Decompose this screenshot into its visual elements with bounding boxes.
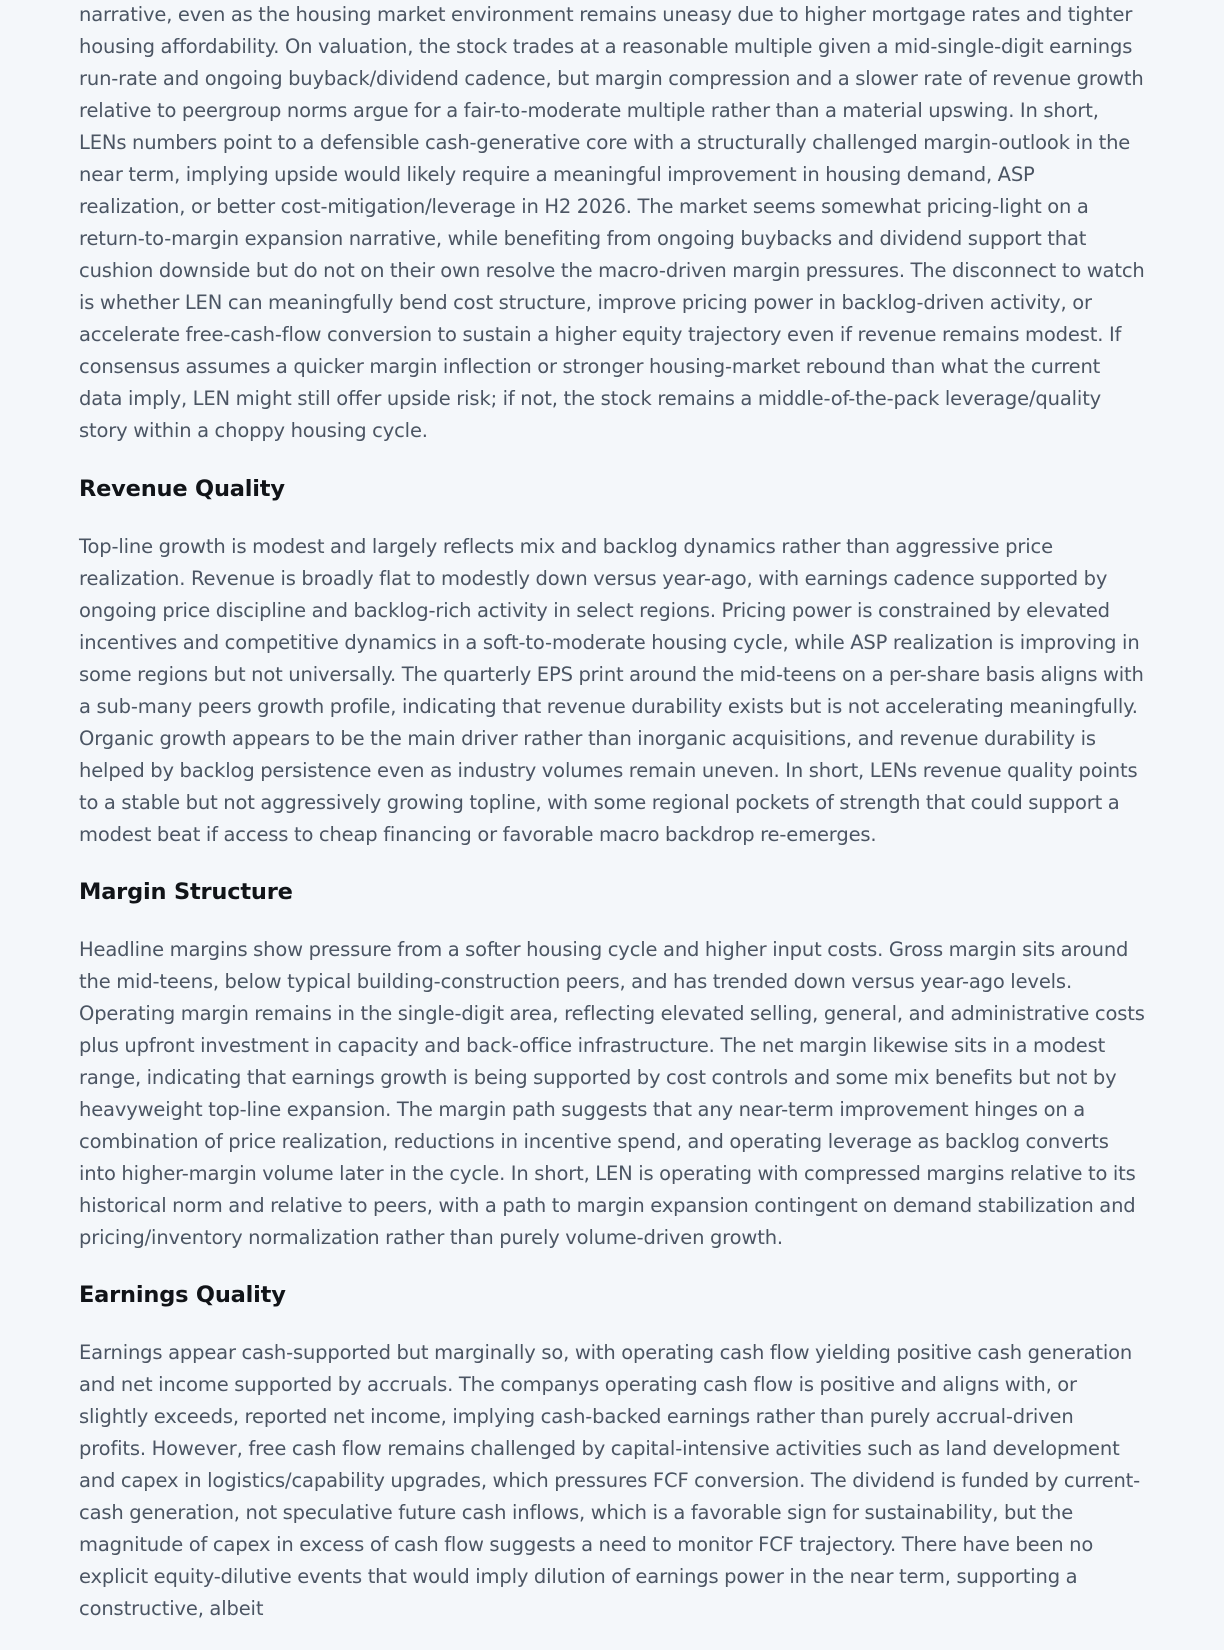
section-body: Top-line growth is modest and largely reflects mix and backlog dynamics rather than aggressive price realization. Revenue is broadly flat to modestly down versus year-ago, with earnings cadence supported by ongoing price discipline and backlog-rich activity in select regions. Pricing power is constrained by elevated incentives and competitive dynamics in a soft-to-moderate housing cycle, while ASP realization is improving in some regions but not universally. The quarterly EPS print around the mid-teens on a per-share basis aligns with a sub-many peers growth profile, indicating that revenue durability exists but is not accelerating meaningfully. Organic growth appears to be the main driver rather than inorganic acquisitions, and revenue durability is helped by backlog persistence even as industry volumes remain uneven. In short, LENs revenue quality points to a stable but not aggressively growing topline, with some regional pockets of strength that could support a modest beat if access to cheap financing or favorable macro backdrop re-emerges.: [79, 535, 1144, 846]
section-heading: Earnings Quality: [79, 1282, 286, 1308]
section-body: Headline margins show pressure from a softer housing cycle and higher input costs. Gross margin sits around the mid-teens, below typical building-construction peers, and has trended down versus year-ago levels. Operating margin remains in the single-digit area, reflecting elevated selling, general, and administrative costs plus upfront investment in capacity and back-office infrastructure. The net margin likewise sits in a modest range, indicating that earnings growth is being supported by cost controls and some mix benefits but not by heavyweight top-line expansion. The margin path suggests that any near-term improvement hinges on a combination of price realization, reductions in incentive spend, and operating leverage as backlog converts into higher-margin volume later in the cycle. In short, LEN is operating with compressed margins relative to its historical norm and relative to peers, with a path to margin expansion contingent on demand stabilization and pricing/inventory normalization rather than purely volume-driven growth.: [79, 938, 1145, 1249]
section-body: Earnings appear cash-supported but marginally so, with operating cash flow yielding positive cash generation and net income supported by accruals. The companys operating cash flow is positive and aligns with, or slightly exceeds, reported net income, implying cash-backed earnings rather than purely accrual-driven profits. However, free cash flow remains challenged by capital-intensive activities such as land development and capex in logistics/capability upgrades, which pressures FCF conversion. The dividend is funded by current-cash generation, not speculative future cash inflows, which is a favorable sign for sustainability, but the magnitude of capex in excess of cash flow suggests a need to monitor FCF trajectory. There have been no explicit equity-dilutive events that would imply dilution of earnings power in the near term, supporting a constructive, albeit: [79, 1341, 1141, 1620]
section-heading: Margin Structure: [79, 879, 293, 905]
section-margin-structure: [79, 876, 1145, 1254]
report-content: [79, 0, 1145, 1650]
section-revenue-quality: [79, 473, 1145, 851]
section-heading: Revenue Quality: [79, 476, 285, 502]
intro-paragraph: narrative, even as the housing market environment remains uneasy due to higher mortgage rates and tighter housing affordability. On valuation, the stock trades at a reasonable multiple given a mid-single-digit earnings run-rate and ongoing buyback/dividend cadence, but margin compression and a slower rate of revenue growth relative to peergroup norms argue for a fair-to-moderate multiple rather than a material upswing. In short, LENs numbers point to a defensible cash-generative core with a structurally challenged margin-outlook in the near term, implying upside would likely require a meaningful improvement in housing demand, ASP realization, or better cost-mitigation/leverage in H2 2026. The market seems somewhat pricing-light on a return-to-margin expansion narrative, while benefiting from ongoing buybacks and dividend support that cushion downside but do not on their own resolve the macro-driven margin pressures. The disconnect to watch is whether LEN can meaningfully bend cost structure, improve pricing power in backlog-driven activity, or accelerate free-cash-flow conversion to sustain a higher equity trajectory even if revenue remains modest. If consensus assumes a quicker margin inflection or stronger housing-market rebound than what the current data imply, LEN might still offer upside risk; if not, the stock remains a middle-of-the-pack leverage/quality story within a choppy housing cycle.: [79, 3, 1145, 442]
section-earnings-quality: [79, 1279, 1145, 1625]
